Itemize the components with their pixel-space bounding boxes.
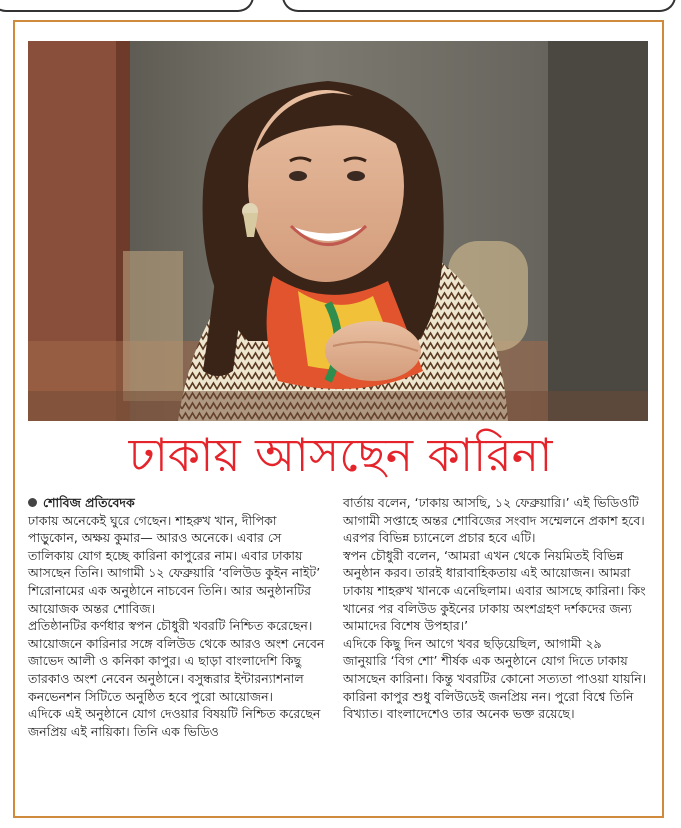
article-headline: ঢাকায় আসছেন কারিনা <box>128 428 553 482</box>
paragraph: কারিনা কাপুর শুধু বলিউডেই জনপ্রিয় নন। পুরো বিশ্বে তিনি বিখ্যাত। বাংলাদেশেও তার অনেক ভক্ত রয়েছে। <box>343 688 634 722</box>
bullet-icon <box>28 498 37 507</box>
article-photo <box>28 41 648 421</box>
paragraph: আয়োজনে কারিনার সঙ্গে বলিউড থেকে আরও অংশ নেবেন জাভেদ আলী ও কনিকা কাপুর। এ ছাড়া বাংলাদেশি কিছু তারকাও অংশ নেবেন অনুষ্ঠানে। বসুন্ধরার ইন্টারন্যাশনাল কনভেনশন সিটিতে অনুষ্ঠিত হবে পুরো আয়োজন। <box>28 635 325 704</box>
article-column-right <box>343 494 648 723</box>
header-tab-strip <box>0 0 681 14</box>
article-column-left <box>28 494 330 740</box>
byline-text: শোবিজ প্রতিবেদক <box>43 495 135 510</box>
actress-photo-illustration <box>28 41 648 421</box>
paragraph: বার্তায় বলেন, ‘ঢাকায় আসছি, ১২ ফেব্রুয়ারি।’ এই ভিডিওটি আগামী সপ্তাহে অন্তর শোবিজের সংবাদ সম্মেলনে প্রকাশ হবে। এরপর বিভিন্ন চ্যানেলে প্রচার হবে এটি। <box>343 495 645 546</box>
paragraph: এদিকে এই অনুষ্ঠানে যোগ দেওয়ার বিষয়টি নিশ্চিত করেছেন জনপ্রিয় এই নায়িকা। তিনি এক ভিডিও <box>28 706 321 739</box>
byline <box>28 494 330 512</box>
paragraph: স্বপন চৌধুরী বলেন, ‘আমরা এখন থেকে নিয়মিতই বিভিন্ন অনুষ্ঠান করব। তারই ধারাবাহিকতায় এই আয়োজন। আমরা ঢাকায় শাহরুখ খানকে এনেছিলাম। এবার আসছে কারিনা। কিং খানের পর বলিউড কুইনের ঢাকায় অংশগ্রহণ দর্শকদের জন্য আমাদের বিশেষ উপহার।’ <box>343 547 646 634</box>
header-tab-right <box>282 0 676 12</box>
paragraph: প্রতিষ্ঠানটির কর্ণধার স্বপন চৌধুরী খবরটি নিশ্চিত করেছেন। <box>28 618 313 634</box>
paragraph: ঢাকায় অনেকেই ঘুরে গেছেন। শাহরুখ খান, দীপিকা পাড়ুকোন, অক্ষয় কুমার— আরও অনেকে। এবার সে তালিকায় যোগ হচ্ছে কারিনা কাপুরের নাম। এবার ঢাকায় আসছেন তিনি। আগামী ১২ ফেব্রুয়ারি ‘বলিউড কুইন নাইট’ শিরোনামের এক অনুষ্ঠানে নাচবেন তিনি। আর অনুষ্ঠানটির আয়োজক অন্তর শোবিজ। <box>28 512 321 616</box>
paragraph: এদিকে কিছু দিন আগে খবর ছড়িয়েছিল, আগামী ২৯ জানুয়ারি ‘বিগ শো’ শীর্ষক এক অনুষ্ঠানে যোগ দিতে ঢাকায় আসছেন কারিনা। কিন্তু খবরটির কোনো সত্যতা পাওয়া যায়নি। <box>343 635 647 686</box>
header-tab-left <box>0 0 254 12</box>
